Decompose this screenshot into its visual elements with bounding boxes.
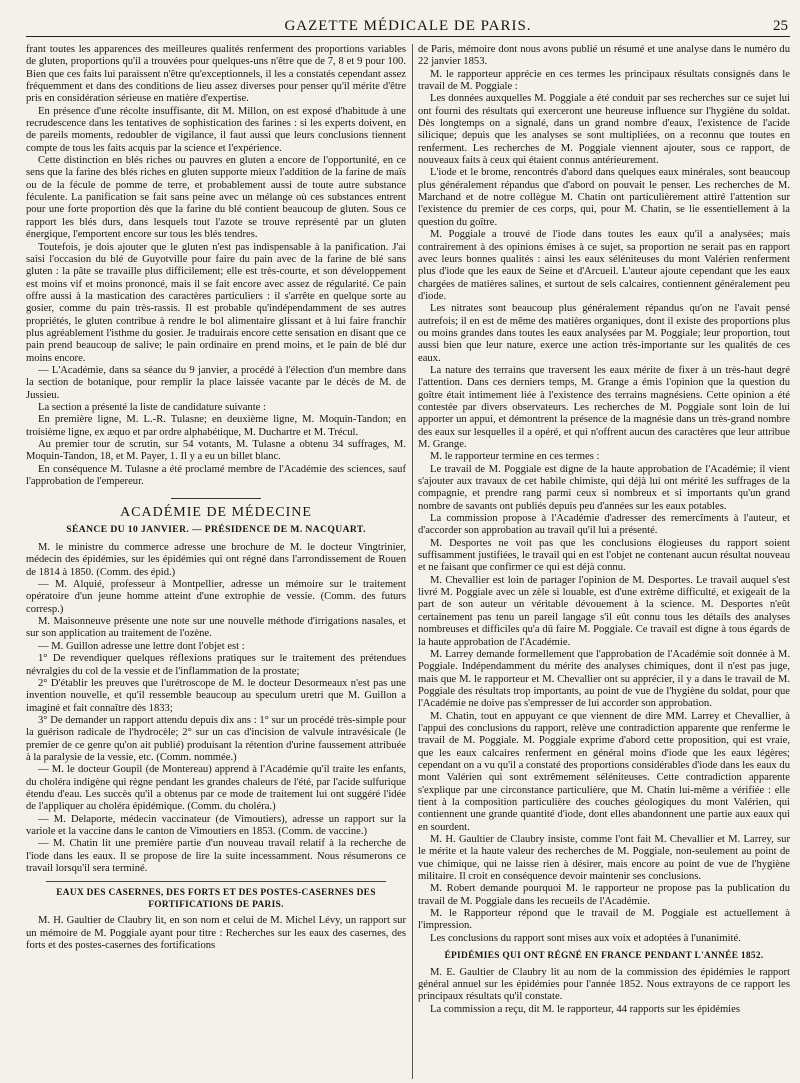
paragraph: M. Robert demande pourquoi M. le rapporteur ne propose pas la publication du travail de M. Poggiale dans les recueils de l'Académie. [418,883,790,907]
paragraph: M. Poggiale a trouvé de l'iode dans toutes les eaux qu'il a analysées; mais contrairement à des opinions émises à ce sujet, sa proportion ne serait pas en rapport avec leurs bonnes qualités : ainsi les eaux séléniteuses du mont Valérien renferment plus d'iode que les eaux de Seine et d'Arcueil. L'auteur ajoute cependant que les eaux chargées de matières salines, et surtout de sels calcaires, contiennent généralement peu d'iode. [418,229,790,302]
paragraph: Les nitrates sont beaucoup plus généralement répandus qu'on ne l'avait pensé autrefois; il en est de même des matières organiques, dont il existe des proportions plus ou moins grandes dans toutes les eaux analysées par M. Poggiale; leur proportion, tout aussi bien que leur nature, exerce une action très-importante sur les qualités de ces eaux. [418,303,790,364]
paragraph: L'iode et le brome, rencontrés d'abord dans quelques eaux minérales, sont beaucoup plus généralement répandus que d'abord on pouvait le penser. Les recherches de M. Marchand et de notre collègue M. Chatin ont particulièrement attiré l'attention sur l'existence du premier de ces corps, qui, pour M. Chatin, se lie essentiellement à la question du goître. [418,167,790,228]
paragraph: Les conclusions du rapport sont mises aux voix et adoptées à l'unanimité. [430,932,741,944]
paragraph: — L'Académie, dans sa séance du 9 janvier, a procédé à l'élection d'un membre dans la section de botanique, pour remplir la place laissée vacante par le décès de M. de Jussieu. [26,364,406,401]
paragraph: La section a présenté la liste de candidature suivante : [38,401,266,413]
paragraph: En conséquence M. Tulasne a été proclamé membre de l'Académie des sciences, sauf l'approbation de l'empereur. [26,463,406,488]
paragraph: Toutefois, je dois ajouter que le gluten n'est pas indispensable à la panification. J'ai saisi l'occasion du blé de Guyotville pour faire du pain avec de la farine de blé sans gluten : la pâte se travaille plus difficilement; elle est très-courte, et son développement est moins vif et moins prononcé, mais il se fait encore avec assez de régularité. Ce pain offre aussi à la mastication des caractères particuliers : il s'arrête en quelque sorte au gosier, comme du pain très-rassis. Il est probable qu'indépendamment de ses autres propriétés, le gluten contribue à rendre le bol alimentaire glissant et à lui faire franchir plus agréablement l'isthme du gosier. Je traduirais encore cette sensation en disant que ce pain prend beaucoup de salive; le pain ordinaire en prend moins, et le pain de blé dur moins encore. [26,241,406,364]
paragraph: M. le rapporteur termine en ces termes : [430,451,600,463]
paragraph: Le travail de M. Poggiale est digne de la haute approbation de l'Académie; il vient s'ajouter aux travaux de cet habile chimiste, qui déjà lui ont mérité les suffrages de la compagnie, et prendre rang parmi ceux si nombreux et si importants qu'un grand nombre de savants ont publiés depuis peu d'années sur les eaux potables. [418,463,790,512]
subsection-heading: EAUX DES CASERNES, DES FORTS ET DES POSTES-CASERNES DES FORTIFICATIONS DE PARIS. [56,888,376,910]
paragraph: — M. le docteur Goupil (de Montereau) apprend à l'Académie qu'il traite les enfants, du choléra indigène qui règne pendant les grandes chaleurs de l'été, par l'acide sulfurique étendu d'eau. Les succès qu'il a obtenus par ce mode de traitement lui ont suggéré l'idée de l'appliquer au choléra épidémique. (Comm. du choléra.) [26,764,406,813]
subsection-heading: ÉPIDÉMIES QUI ONT RÉGNÉ EN FRANCE PENDANT L'ANNÉE 1852. [444,951,764,962]
paragraph: — M. Alquié, professeur à Montpellier, adresse un mémoire sur le traitement opératoire d'un jeune homme atteint d'une extrophie de vessie. (Comm. des futurs corresp.) [26,579,406,615]
paragraph: — M. Guillon adresse une lettre dont l'objet est : [38,640,245,652]
rule-divider [46,881,386,882]
paragraph: M. H. Gaultier de Claubry insiste, comme l'ont fait M. Chevallier et M. Larrey, sur le mérite et la haute valeur des recherches de M. Poggiale, non-seulement au point de vue chimique, qui ne laisse rien à désirer, mais encore au point de vue de l'hygiène militaire. Il croit en conséquence devoir maintenir ses conclusions. [418,834,790,883]
paragraph: La nature des terrains que traversent les eaux mérite de fixer à un très-haut degré l'attention. Dans ces derniers temps, M. Grange a émis l'opinion que la question du goître était intimement liée à l'existence des terrains magnésiens. Cette opinion a été contestée par divers observateurs. Les recherches de M. Poggiale sont loin de lui apporter un appui, et démontrent la présence de la magnésie dans un très-grand nombre des eaux sur lesquelles il a opéré, et qui n'offrent aucun des caractères que leur attribue M. Grange. [418,364,790,450]
paragraph: — M. Delaporte, médecin vaccinateur (de Vimoutiers), adresse un rapport sur la variole et la vaccine dans le canton de Vimoutiers en 1853. (Comm. de vaccine.) [26,813,406,837]
paragraph: En première ligne, M. L.-R. Tulasne; en deuxième ligne, M. Moquin-Tandon; en troisième ligne, ex æquo et par ordre alphabétique, M. Duchartre et M. Trécul. [26,414,406,438]
paragraph: M. le rapporteur apprécie en ces termes les principaux résultats consignés dans le travail de M. Poggiale : [418,68,790,93]
paragraph: Les données auxquelles M. Poggiale a été conduit par ses recherches sur ce sujet lui ont fourni des résultats qui exerceront une heureuse influence sur l'hygiène du soldat. Dès longtemps on a signalé, dans un grand nombre d'eaux, l'existence de l'acide silicique; depuis que les analyses se sont multipliées, on a reconnu que toutes en renferment. Les recherches de M. Poggiale viennent ajouter, sous ce rapport, de nouveaux faits à ceux qui étaient connus antérieurement. [418,93,790,167]
section-divider [171,498,261,499]
paragraph: M. Desportes ne voit pas que les conclusions élogieuses du rapport soient suffisamment justifiées, le travail qui en est l'objet ne contenant aucun résultat nouveau et ne faisant que confirmer ce qui est déjà connu. [418,537,790,574]
paragraph: M. Maisonneuve présente une note sur une nouvelle méthode d'irrigations nasales, et sur son application au traitement de l'ozène. [26,616,406,640]
paragraph: M. le Rapporteur répond que le travail de M. Poggiale est actuellement à l'impression. [418,908,790,932]
paragraph: M. Chevallier est loin de partager l'opinion de M. Desportes. Le travail auquel s'est livré M. Poggiale avec un zèle si louable, est d'une extrême difficulté, et exigeait de la part de son auteur un véritable dévouement à la science. M. Desportes n'eût certainement pas tenu un pareil langage s'il eût connu tous les détails des analyses nombreuses et difficiles qu'a dû faire M. Poggiale. Ce travail est digne à tous égards de la haute approbation de l'Académie. [418,574,790,648]
paragraph: M. E. Gaultier de Claubry lit au nom de la commission des épidémies le rapport général annuel sur les épidémies pour l'année 1852. Nous extrayons de ce rapport les principaux résultats qu'il constate. [418,966,790,1003]
paragraph: de Paris, mémoire dont nous avons publié un résumé et une analyse dans le numéro du 22 janvier 1853. [418,44,790,68]
paragraph: M. Chatin, tout en appuyant ce que viennent de dire MM. Larrey et Chevallier, à l'appui des conclusions du rapport, relève une contradiction apparente que renferme le travail de M. Poggiale. M. Poggiale exprime d'abord cette proposition, qui est vraie, que les eaux calcaires renferment en général moins d'iode que les eaux légères; cependant on a vu qu'il a constaté des proportions considérables d'iode dans les eaux du mont Valérien qui sont extrêmement séléniteuses. Cette contradiction apparente s'explique par une circonstance particulière, que M. Chatin lui-même a vérifiée : elle tient à la composition particulière des couches géologiques du mont Valérien, qui contiennent une grande quantité d'iode, dont elles abandonnent une partie aux eaux qui en sourdent. [418,710,790,833]
paragraph: frant toutes les apparences des meilleures qualités renferment des proportions variables de gluten, proportions qu'il a trouvées pour quelques-uns n'être que de 7, 8 et 9 pour 100. Bien que ces faits lui paraissent n'être qu'exceptionnels, il les a constatés cependant assez fréquemment et dans des conditions de lieu assez diverses pour penser qu'il mérite d'être pris en considération sérieuse en matière d'expertise. [26,44,406,105]
paragraph: 2° D'établir les preuves que l'urétroscope de M. le docteur Desormeaux n'est pas une invention nouvelle, et qu'il ressemble beaucoup au speculum uretri que M. Guillon a imaginé et fait connaître dès 1833; [26,677,406,714]
session-heading: SÉANCE DU 10 JANVIER. — PRÉSIDENCE DE M. NACQUART. [66,523,366,535]
right-column [418,44,790,1079]
paragraph: — M. Chatin lit une première partie d'un nouveau travail relatif à la recherche de l'iode dans les eaux. Il se propose de lire la suite incessamment. Nous résumerons ce travail lorsqu'il sera terminé. [26,838,406,874]
section-title: ACADÉMIE DE MÉDECINE [120,505,312,521]
paragraph: La commission a reçu, dit M. le rapporteur, 44 rapports sur les épidémies [430,1003,740,1015]
column-divider [412,44,413,1079]
page-number: 25 [773,18,788,34]
page-header [26,12,790,37]
left-column [26,44,406,1079]
paragraph: M. Larrey demande formellement que l'approbation de l'Académie soit donnée à M. Poggiale. Indépendamment du mérite des analyses chimiques, dont il n'est pas juge, mais que M. le rapporteur et M. Chevallier ont su apprécier, il y a dans le travail de M. Poggiale des résultats trop importants, au point de vue de l'hygiène du soldat, pour que l'Académie ne doive pas s'empresser de lui accorder son approbation. [418,648,790,710]
paragraph: Cette distinction en blés riches ou pauvres en gluten a encore de l'opportunité, en ce sens que la farine des blés riches en gluten supporte mieux l'addition de la farine de maïs ou de la fécule de pomme de terre, et probablement aussi de toute autre substance féculente. La panification se fait sans peine avec un mélange où ces substances entrent pour une forte proportion dès que la farine du blé contient beaucoup de gluten. Sous ce rapport les blés durs, dans lesquels tout l'azote se trouve représenté par un gluten énergique, l'emportent encore sur tous les blés tendres. [26,155,406,241]
paragraph: 1° De revendiquer quelques réflexions pratiques sur le traitement des prétendues névralgies du col de la vessie et de l'inflammation de la prostate; [26,653,406,677]
paragraph: 3° De demander un rapport attendu depuis dix ans : 1° sur un procédé très-simple pour la guérison radicale de l'hydrocèle; 2° sur un cas d'incision de valvule intravésicale (le premier de ce genre qu'on ait publié) produisant la rétention d'urine faussement attribuée à la paralysie de la vessie, etc. (Comm. nommée.) [26,714,406,763]
body-columns [26,44,790,1079]
paragraph: En présence d'une récolte insuffisante, dit M. Millon, on est exposé d'habitude à une recrudescence dans les tentatives de sophistication des farines : si les experts doivent, en de pareils moments, redoubler de vigilance, il faut aussi que leurs conclusions tiennent compte de tous les faits acquis par la science et l'expérience. [26,105,406,154]
paragraph: M. le ministre du commerce adresse une brochure de M. le docteur Vingtrinier, médecin des épidémies, sur les épidémies qui ont régné dans l'arrondissement de Rouen de 1814 à 1850. (Comm. des épid.) [26,542,406,578]
paragraph: La commission propose à l'Académie d'adresser des remercîments à l'auteur, et d'accorder son approbation au travail qu'il lui a présenté. [418,513,790,537]
paragraph: Au premier tour de scrutin, sur 54 votants, M. Tulasne a obtenu 34 suffrages, M. Moquin-Tandon, 18, et M. Payer, 1. Il y a eu un billet blanc. [26,439,406,463]
paragraph: M. H. Gaultier de Claubry lit, en son nom et celui de M. Michel Lévy, un rapport sur un mémoire de M. Poggiale ayant pour titre : Recherches sur les eaux des casernes, des forts et des postes-casernes des fortifications [26,915,406,952]
publication-title: GAZETTE MÉDICALE DE PARIS. [284,18,532,34]
